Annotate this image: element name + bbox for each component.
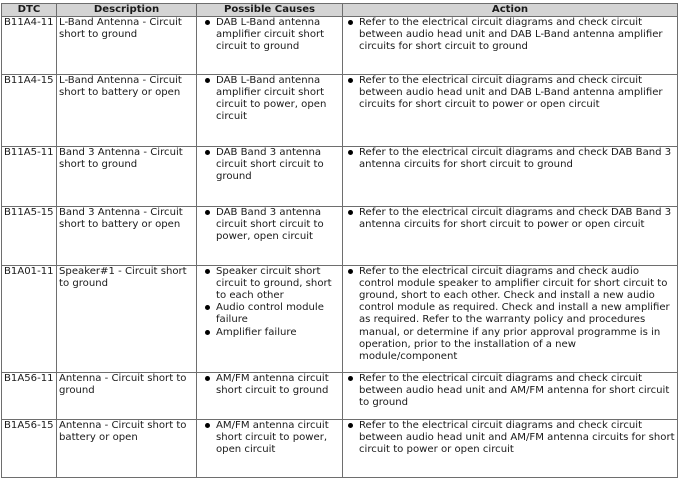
possible-causes [197,17,343,75]
table-row [2,75,678,147]
header-row [2,4,678,17]
dtc-code: B11A5-11 [2,147,57,207]
table-row [2,420,678,478]
dtc-code: B11A5-15 [2,207,57,266]
action [343,17,678,75]
cause-item: Speaker circuit short circuit to ground, short to each other [199,266,340,302]
dtc-description: Antenna - Circuit short to ground [57,373,197,420]
action-item: Refer to the electrical circuit diagrams and check DAB Band 3 antenna circuits for short circuit to power or open circuit [345,207,675,231]
action [343,266,678,373]
dtc-description: L-Band Antenna - Circuit short to ground [57,17,197,75]
action [343,207,678,266]
possible-causes [197,75,343,147]
header-description: Description [57,4,197,17]
dtc-code: B1A01-11 [2,266,57,373]
header-action: Action [343,4,678,17]
table-row [2,266,678,373]
possible-causes [197,266,343,373]
dtc-code: B11A4-11 [2,17,57,75]
table-row [2,207,678,266]
possible-causes [197,147,343,207]
action-item: Refer to the electrical circuit diagrams and check circuit between audio head unit and DAB L-Band antenna amplifier circuits for short circuit to power or open circuit [345,75,675,111]
cause-item: DAB Band 3 antenna circuit short circuit to ground [199,147,340,183]
possible-causes [197,373,343,420]
action [343,373,678,420]
dtc-code: B11A4-15 [2,75,57,147]
cause-item: DAB Band 3 antenna circuit short circuit to power, open circuit [199,207,340,243]
table-row [2,17,678,75]
cause-item: DAB L-Band antenna amplifier circuit short circuit to power, open circuit [199,75,340,123]
dtc-code: B1A56-11 [2,373,57,420]
header-possible-causes: Possible Causes [197,4,343,17]
dtc-code: B1A56-15 [2,420,57,478]
table-row [2,373,678,420]
dtc-description: Band 3 Antenna - Circuit short to battery or open [57,207,197,266]
action-item: Refer to the electrical circuit diagrams and check audio control module speaker to amplifier circuit for short circuit to ground, short to each other. Check and install a new audio control module as required. Check and install a new amplifier as required. Refer to the warranty policy and procedures manual, or determine if any prior approval programme is in operation, prior to the installation of a new module/component [345,266,675,363]
dtc-description: Band 3 Antenna - Circuit short to ground [57,147,197,207]
action-item: Refer to the electrical circuit diagrams and check circuit between audio head unit and AM/FM antenna for short circuit to ground [345,373,675,409]
action-item: Refer to the electrical circuit diagrams and check circuit between audio head unit and DAB L-Band antenna amplifier circuits for short circuit to ground [345,17,675,53]
dtc-description: L-Band Antenna - Circuit short to battery or open [57,75,197,147]
dtc-description: Speaker#1 - Circuit short to ground [57,266,197,373]
cause-item: DAB L-Band antenna amplifier circuit short circuit to ground [199,17,340,53]
dtc-description: Antenna - Circuit short to battery or open [57,420,197,478]
action [343,420,678,478]
possible-causes [197,207,343,266]
cause-item: Audio control module failure [199,302,340,326]
table-row [2,147,678,207]
action-item: Refer to the electrical circuit diagrams and check DAB Band 3 antenna circuits for short circuit to ground [345,147,675,171]
possible-causes [197,420,343,478]
cause-item: AM/FM antenna circuit short circuit to ground [199,373,340,397]
header-dtc: DTC [2,4,57,17]
dtc-table [1,3,678,478]
cause-item: Amplifier failure [199,327,340,339]
cause-item: AM/FM antenna circuit short circuit to power, open circuit [199,420,340,456]
action-item: Refer to the electrical circuit diagrams and check circuit between audio head unit and AM/FM antenna circuits for short circuit to power or open circuit [345,420,675,456]
action [343,75,678,147]
action [343,147,678,207]
